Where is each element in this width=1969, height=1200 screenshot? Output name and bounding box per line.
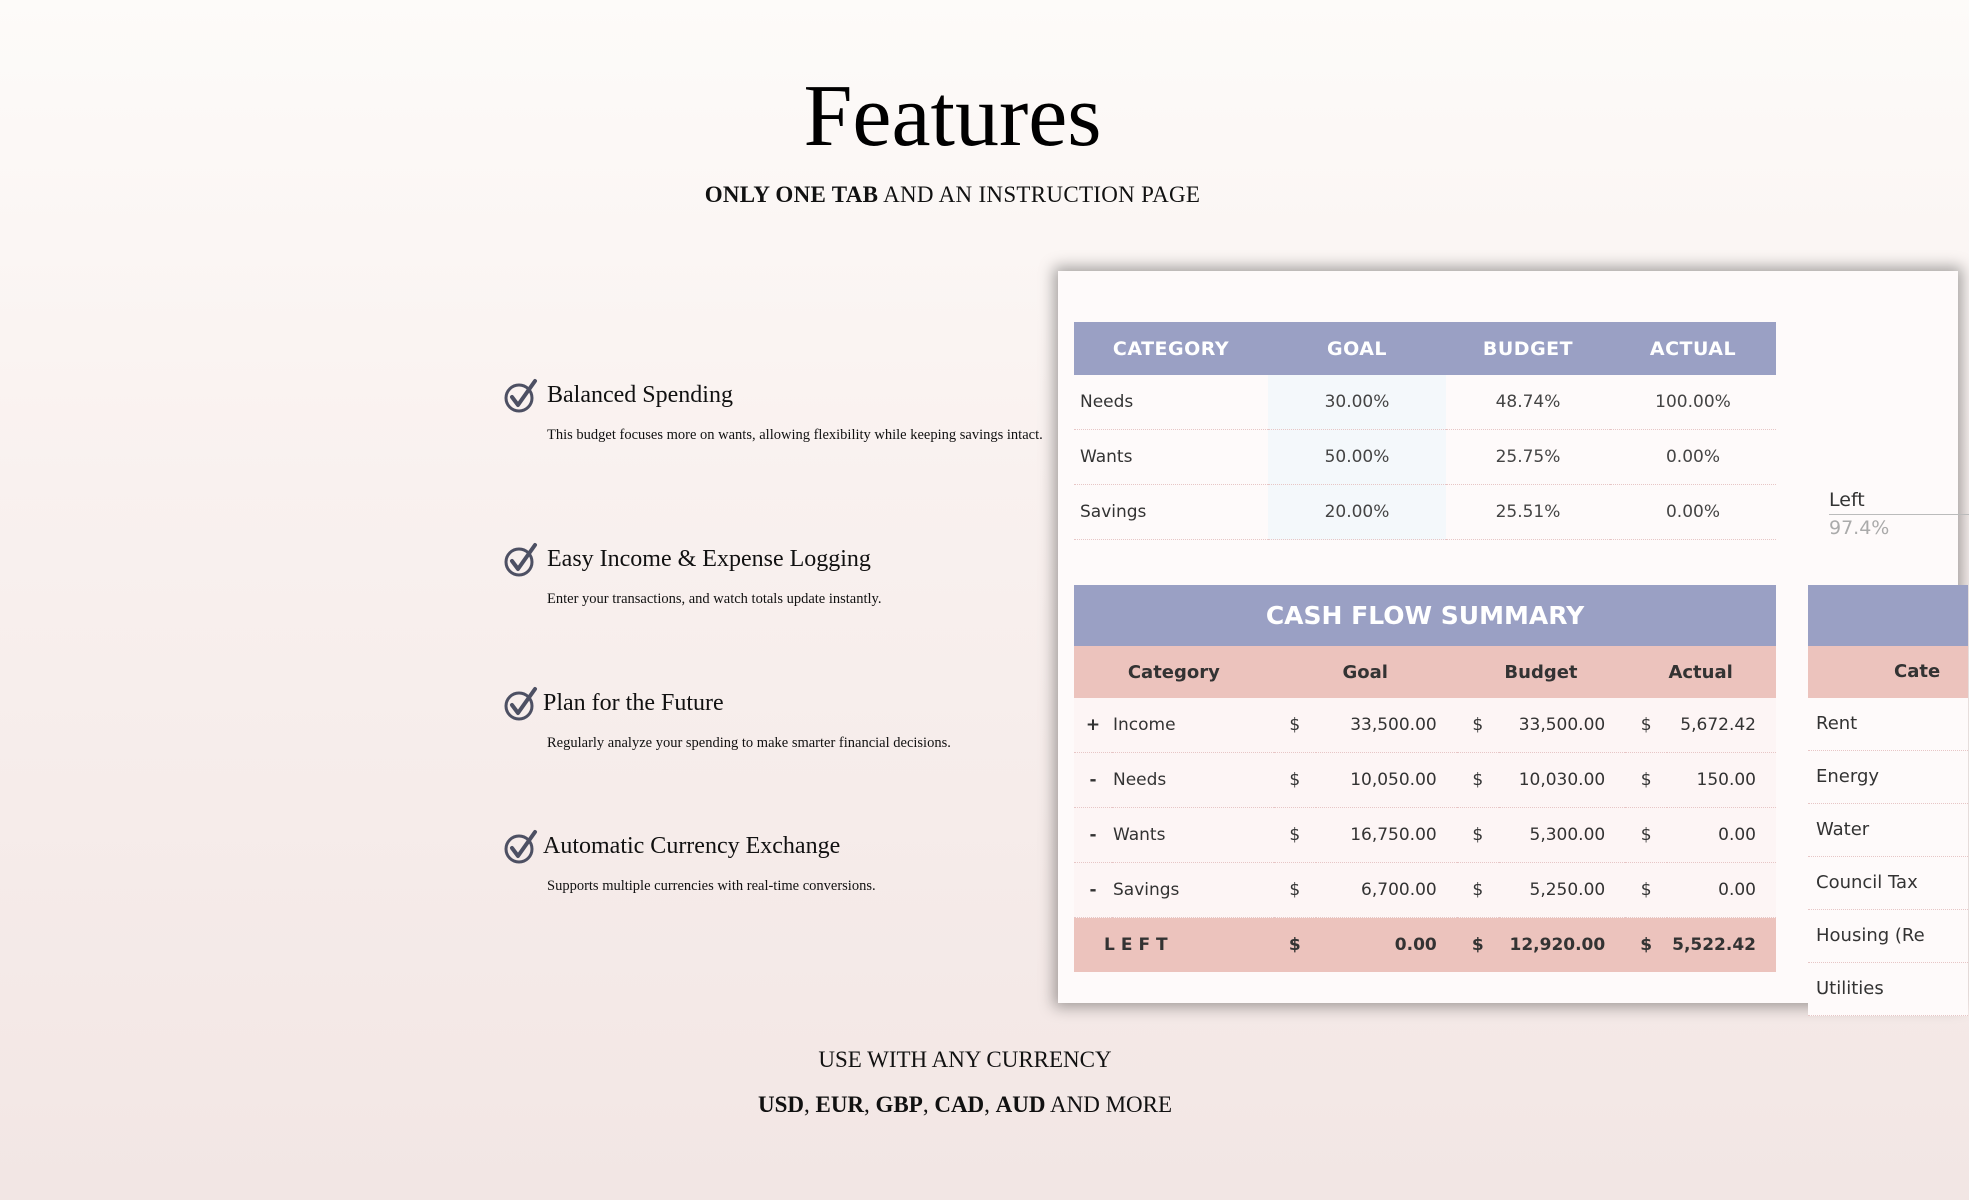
- table-row: [1074, 375, 1776, 430]
- budget-cell: 5,300.00: [1499, 808, 1625, 863]
- column-header: BUDGET: [1446, 322, 1610, 375]
- table-cell: 100.00%: [1610, 375, 1776, 430]
- currency-code: CAD: [934, 1092, 985, 1117]
- list-item: Rent: [1808, 698, 1968, 751]
- sign-cell: +: [1074, 698, 1112, 753]
- goal-cell: 6,700.00: [1316, 863, 1457, 918]
- table-cell: Savings: [1074, 485, 1268, 540]
- column-header: Category: [1074, 646, 1274, 698]
- column-header: GOAL: [1268, 322, 1446, 375]
- currency-cell: $: [1274, 753, 1316, 808]
- goal-cell: 0.00: [1316, 918, 1457, 973]
- feature-description: Regularly analyze your spending to make smarter financial decisions.: [547, 735, 951, 751]
- feature-title: Balanced Spending: [547, 382, 733, 408]
- column-header: Actual: [1625, 646, 1776, 698]
- goal-cell: 33,500.00: [1316, 698, 1457, 753]
- column-header: Goal: [1274, 646, 1457, 698]
- budget-cell: 5,250.00: [1499, 863, 1625, 918]
- sign-cell: -: [1074, 863, 1112, 918]
- table-cell: 25.51%: [1446, 485, 1610, 540]
- budget-cell: 33,500.00: [1499, 698, 1625, 753]
- separator: ,: [864, 1092, 876, 1117]
- table-cell: 48.74%: [1446, 375, 1610, 430]
- actual-cell: 5,672.42: [1667, 698, 1776, 753]
- cash-flow-title: CASH FLOW SUMMARY: [1074, 585, 1776, 646]
- currency-cell: $: [1625, 698, 1667, 753]
- table-row: [1074, 698, 1776, 753]
- subtitle-bold: ONLY ONE TAB: [704, 182, 879, 207]
- list-item: Council Tax: [1808, 857, 1968, 910]
- feature-description: Enter your transactions, and watch totals update instantly.: [547, 591, 882, 607]
- table-cell: 0.00%: [1610, 485, 1776, 540]
- currency-cell: $: [1457, 918, 1499, 973]
- currency-cell: $: [1274, 808, 1316, 863]
- table-cell: Wants: [1074, 430, 1268, 485]
- cash-flow-table: [1074, 646, 1776, 972]
- total-label: LEFT: [1074, 918, 1274, 973]
- list-item: Utilities: [1808, 963, 1968, 1016]
- actual-cell: 0.00: [1667, 863, 1776, 918]
- list-item: Housing (Re: [1808, 910, 1968, 963]
- list-item: Water: [1808, 804, 1968, 857]
- table-cell: 0.00%: [1610, 430, 1776, 485]
- budget-cell: 10,030.00: [1499, 753, 1625, 808]
- column-header: Budget: [1457, 646, 1625, 698]
- feature-description: Supports multiple currencies with real-time conversions.: [547, 878, 876, 894]
- currency-cell: $: [1625, 918, 1667, 973]
- separator: ,: [803, 1092, 816, 1117]
- currency-tagline: USE WITH ANY CURRENCY: [818, 1047, 1112, 1072]
- currency-cell: $: [1457, 753, 1499, 808]
- side-table-header: [1808, 585, 1968, 646]
- table-cell: 25.75%: [1446, 430, 1610, 485]
- table-row: [1074, 485, 1776, 540]
- goal-cell: 16,750.00: [1316, 808, 1457, 863]
- actual-cell: 5,522.42: [1667, 918, 1776, 973]
- table-row: [1074, 808, 1776, 863]
- sign-cell: -: [1074, 808, 1112, 863]
- column-header: ACTUAL: [1610, 322, 1776, 375]
- category-cell: Needs: [1112, 753, 1274, 808]
- currency-cell: $: [1625, 753, 1667, 808]
- divider: [1829, 514, 1969, 515]
- currency-cell: $: [1625, 808, 1667, 863]
- currency-cell: $: [1625, 863, 1667, 918]
- table-cell: Needs: [1074, 375, 1268, 430]
- check-circle-icon: [503, 542, 539, 578]
- currency-cell: $: [1274, 863, 1316, 918]
- currency-code: AUD: [995, 1092, 1046, 1117]
- category-cell: Income: [1112, 698, 1274, 753]
- table-cell: 20.00%: [1268, 485, 1446, 540]
- check-circle-icon: [503, 686, 539, 722]
- currency-code: GBP: [875, 1092, 923, 1117]
- separator: ,: [922, 1092, 935, 1117]
- currency-code: USD: [757, 1092, 804, 1117]
- category-table: [1074, 322, 1776, 540]
- category-cell: Savings: [1112, 863, 1274, 918]
- currency-cell: $: [1457, 698, 1499, 753]
- feature-title: Automatic Currency Exchange: [543, 833, 841, 859]
- goal-cell: 10,050.00: [1316, 753, 1457, 808]
- currency-list: [0, 1092, 1930, 1118]
- total-row: [1074, 918, 1776, 973]
- currency-cell: $: [1457, 863, 1499, 918]
- spreadsheet-preview: [1058, 271, 1958, 1003]
- list-item: Energy: [1808, 751, 1968, 804]
- feature-description: This budget focuses more on wants, allowing flexibility while keeping savings intact.: [547, 427, 1043, 443]
- currency-cell: $: [1274, 918, 1316, 973]
- table-row: [1074, 863, 1776, 918]
- separator: ,: [984, 1092, 996, 1117]
- feature-title: Plan for the Future: [543, 690, 724, 716]
- budget-cell: 12,920.00: [1499, 918, 1625, 973]
- currency-cell: $: [1274, 698, 1316, 753]
- currency-more: AND MORE: [1045, 1092, 1173, 1117]
- table-cell: 30.00%: [1268, 375, 1446, 430]
- actual-cell: 150.00: [1667, 753, 1776, 808]
- page-title: Features: [803, 68, 1102, 165]
- left-value: 97.4%: [1829, 517, 1890, 539]
- side-category-list: [1808, 698, 1968, 1016]
- left-label: Left: [1829, 489, 1865, 511]
- table-row: [1074, 430, 1776, 485]
- currency-code: EUR: [815, 1092, 865, 1117]
- check-circle-icon: [503, 829, 539, 865]
- check-circle-icon: [503, 378, 539, 414]
- category-cell: Wants: [1112, 808, 1274, 863]
- feature-title: Easy Income & Expense Logging: [547, 546, 871, 572]
- table-cell: 50.00%: [1268, 430, 1446, 485]
- subtitle-rest: AND AN INSTRUCTION PAGE: [878, 182, 1201, 207]
- actual-cell: 0.00: [1667, 808, 1776, 863]
- page-subtitle: [0, 182, 1905, 208]
- side-column-header: Cate: [1808, 646, 1968, 698]
- currency-cell: $: [1457, 808, 1499, 863]
- column-header: CATEGORY: [1074, 322, 1268, 375]
- sign-cell: -: [1074, 753, 1112, 808]
- table-row: [1074, 753, 1776, 808]
